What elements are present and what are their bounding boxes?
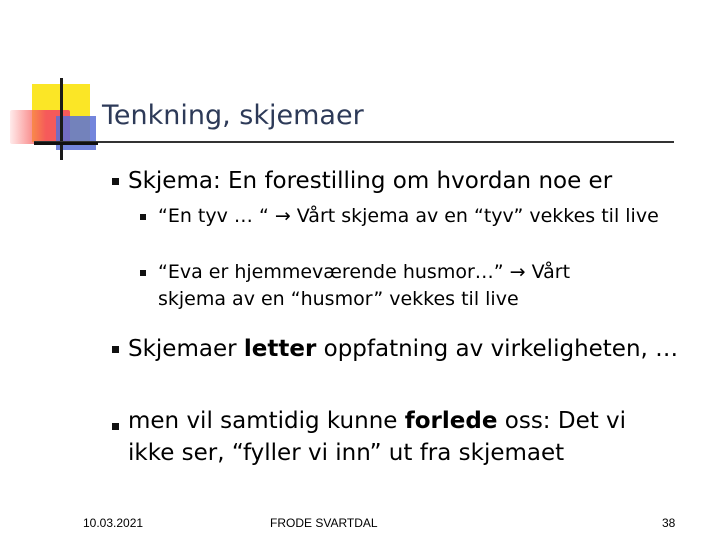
footer-page-number: 38	[662, 516, 676, 530]
bullet-marker	[112, 346, 119, 353]
bullet-text-bold: letter	[243, 336, 317, 362]
bullet-text	[128, 333, 698, 365]
bullet-marker	[112, 423, 119, 430]
bullet-text	[128, 405, 678, 469]
bullet-text-bold: forlede	[404, 408, 498, 434]
footer-author: FRODE SVARTDAL	[270, 516, 378, 530]
bullet-text: Skjema: En forestilling om hvordan noe er	[128, 168, 613, 194]
sub-bullet-text: “En tyv … “ → Vårt skjema av en “tyv” vekkes til live	[158, 205, 659, 227]
slide-title: Tenkning, skjemaer	[102, 100, 364, 131]
sub-bullet-marker	[140, 214, 146, 220]
bullet-text-post: oss: Det vi ikke ser, “fyller vi inn” ut fra skjemaet	[128, 408, 627, 466]
title-underline	[34, 141, 674, 143]
bullet-text-pre: Skjemaer	[128, 336, 244, 362]
sub-bullet-marker	[140, 270, 146, 276]
decorative-vertical-line	[60, 78, 63, 160]
bullet-text-pre: men vil samtidig kunne	[128, 408, 405, 434]
decorative-dark-line	[34, 142, 98, 145]
bullet-marker	[112, 178, 119, 185]
bullet-text-post: oppfatning av virkeligheten, …	[316, 336, 679, 362]
footer-date: 10.03.2021	[83, 516, 144, 530]
sub-bullet-text: “Eva er hjemmeværende husmor…” → Vårt skjema av en “husmor” vekkes til live	[158, 261, 571, 310]
